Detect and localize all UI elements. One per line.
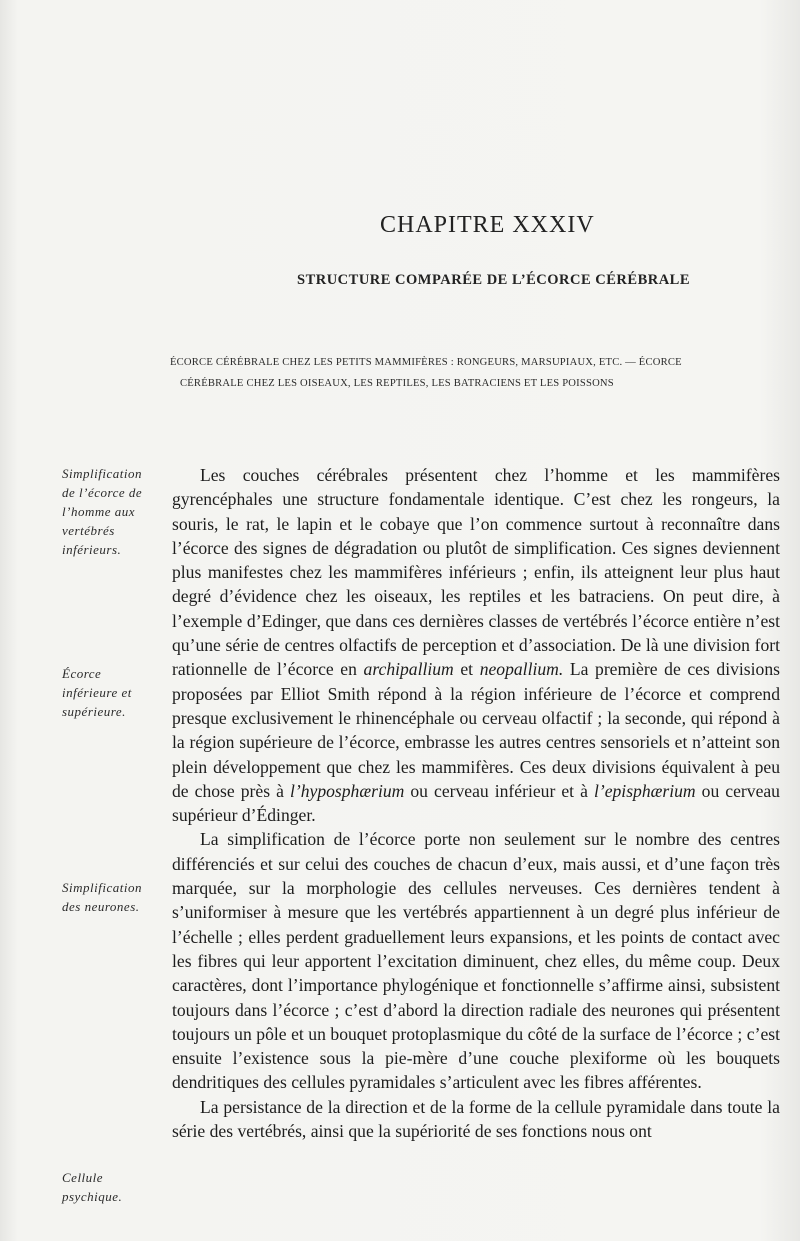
paragraph-1-part-b: et (460, 659, 474, 680)
margin-note-simplification-ecorce: Simplification de l’écorce de l’homme aux vertébrés inférieurs. (62, 466, 143, 557)
margin-note-simplification-neurones: Simplification des neurones. (62, 880, 142, 914)
summary-line-2: CÉRÉBRALE CHEZ LES OISEAUX, LES REPTILES, LES BATRACIENS ET LES POISSONS (180, 378, 614, 389)
term-episphaerium: l’episphærium (593, 780, 696, 801)
term-hyposphaerium: l’hyposphærium (289, 780, 405, 801)
chapter-title: CHAPITRE XXXIV (380, 212, 595, 238)
summary-line-1: ÉCORCE CÉRÉBRALE CHEZ LES PETITS MAMMIFÈRES : RONGEURS, MARSUPIAUX, ETC. — ÉCORCE (170, 357, 682, 368)
margin-note-cellule-psychique: Cellule psychique. (62, 1170, 123, 1204)
chapter-subtitle: STRUCTURE COMPARÉE DE L’ÉCORCE CÉRÉBRALE (297, 272, 691, 288)
paragraph-1-part-c: La première de ces divisions proposées par Elliot Smith répond à la région inférieure de l’écorce et comprend presque exclusivement le rhinencéphale ou cerveau olfactif ; la seconde, qui répond à la région supérieure de l’écorce, embrasse les autres centres sensoriels et n’atteint son plein développement que chez les mammifères. Ces deux divisions équivalent à peu de chose près à (172, 659, 780, 801)
term-archipallium: archipallium (363, 659, 454, 680)
chapter-summary (170, 352, 766, 394)
paragraph-3: La persistance de la direction et de la forme de la cellule pyramidale dans toute la série des vertébrés, ainsi que la supériorité de ses fonctions nous ont (172, 1096, 780, 1142)
paragraph-2: La simplification de l’écorce porte non seulement sur le nombre des centres différenciés et sur celui des couches de chacun d’eux, mais aussi, et d’une façon très marquée, sur la morphologie des cellules nerveuses. Ces dernières tendent à s’uniformiser à mesure que les vertébrés appartiennent à un degré plus inférieur de l’échelle ; elles perdent graduellement leurs expansions, et les points de contact avec les fibres qui leur apportent l’excitation diminuent, chez elles, du même coup. Deux caractères, dont l’importance phylogénique et fonctionnelle s’affirme ainsi, subsistent toujours dans l’écorce ; c’est d’abord la direction radiale des neurones qui présentent toujours un pôle et un bouquet protoplasmique du côté de la surface de l’écorce ; c’est ensuite l’existence sous la pie-mère d’une couche plexiforme où les bouquets dendritiques des cellules pyramidales s’articulent avec les fibres afférentes. (172, 829, 780, 1093)
paragraph-1-part-e: ou cerveau supérieur d’Édinger. (172, 780, 780, 826)
body-text (172, 463, 780, 1143)
paragraph-1 (172, 463, 780, 827)
margin-note-ecorce-inferieure: Écorce inférieure et supérieure. (62, 666, 132, 719)
paragraph-1-part-d: ou cerveau inférieur et à (410, 780, 588, 801)
paragraph-1-part-a: Les couches cérébrales présentent chez l’homme et les mammifères gyrencéphales une structure fondamentale identique. C’est chez les rongeurs, la souris, le rat, le lapin et le cobaye que l’on commence surtout à reconnaître dans l’écorce des signes de dégradation ou plutôt de simplification. Ces signes deviennent plus manifestes chez les mammifères inférieurs ; enfin, ils atteignent leur plus haut degré d’évidence chez les oiseaux, les reptiles et les batraciens. On peut dire, à l’exemple d’Edinger, que dans ces dernières classes de vertébrés l’écorce entière n’est qu’une série de centres olfactifs de perception et d’association. De là une division fort rationnelle de l’écorce en (172, 465, 780, 680)
term-neopallium: neopallium. (479, 659, 564, 680)
